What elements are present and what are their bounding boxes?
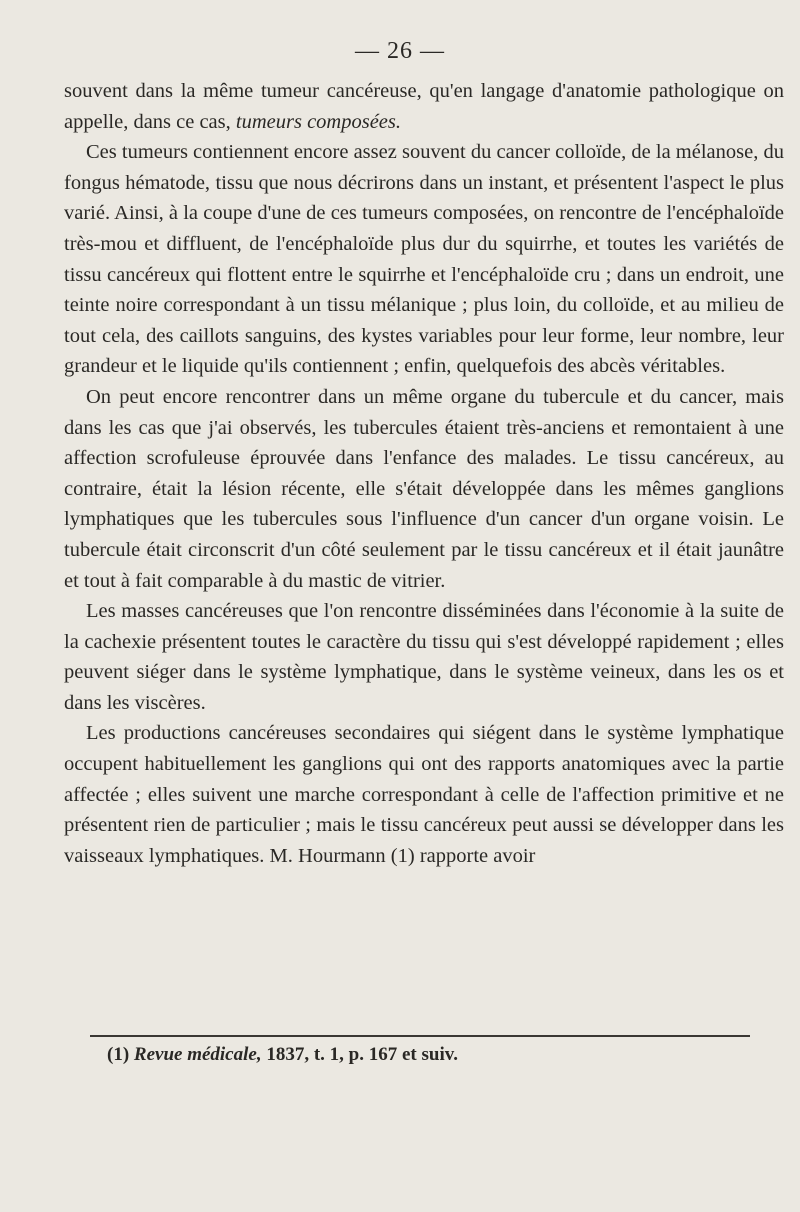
paragraph-2: Ces tumeurs contiennent encore assez souvent du cancer colloïde, de la mélanose, du fongus hématode, tissu que nous décrirons dans un instant, et présentent l'aspect le plus varié. Ainsi, à la coupe d'une de ces tumeurs composées, on rencontre de l'encéphaloïde très-mou et diffluent, de l'encéphaloïde plus dur du squirrhe, et toutes les variétés de tissu cancéreux qui flottent entre le squirrhe et l'encéphaloïde cru ; dans un endroit, une teinte noire correspondant à un tissu mélanique ; plus loin, du colloïde, et au milieu de tout cela, des caillots sanguins, des kystes variables pour leur forme, leur nombre, leur grandeur et le liquide qu'ils contiennent ; enfin, quelquefois des abcès véritables. <box>64 141 784 378</box>
page-number: — 26 — <box>355 38 445 64</box>
body-text <box>64 76 784 871</box>
paragraph-4: Les masses cancéreuses que l'on rencontre disséminées dans l'économie à la suite de la cachexie présentent toutes le caractère du tissu qui s'est développé rapidement ; elles peuvent siéger dans le système lymphatique, dans le système veineux, dans les os et dans les viscères. <box>64 600 784 714</box>
paragraph-1 <box>64 76 784 137</box>
footnote-journal: Revue médicale, <box>133 1044 262 1065</box>
paragraph-5: Les productions cancéreuses secondaires qui siégent dans le système lymphatique occupent habituellement les ganglions qui ont des rapports anatomiques avec la partie affectée ; elles suivent une marche correspondant à celle de l'affection primitive et ne présentent rien de particulier ; mais le tissu cancéreux peut aussi se développer dans les vaisseaux lymphatiques. M. Hourmann (1) rapporte avoir <box>64 722 784 867</box>
footnote-reference: 1837, t. 1, p. 167 et suiv. <box>266 1044 458 1065</box>
footnote-divider <box>90 1035 750 1037</box>
paragraph-3: On peut encore rencontrer dans un même organe du tubercule et du cancer, mais dans les cas que j'ai observés, les tubercules étaient très-anciens et remontaient à une affection scrofuleuse éprouvée dans l'enfance des malades. Le tissu cancéreux, au contraire, était la lésion récente, elle s'était développée dans les mêmes ganglions lymphatiques que les tubercules sous l'influence d'un cancer d'un organe voisin. Le tubercule était circonscrit d'un côté seulement par le tissu cancéreux et il était jaunâtre et tout à fait comparable à du mastic de vitrier. <box>64 385 784 592</box>
paragraph-text: souvent dans la même tumeur cancéreuse, qu'en langage d'anatomie pathologique on appelle, dans ce cas, <box>64 80 784 133</box>
footnote <box>107 1044 458 1066</box>
paragraph-italic-term: tumeurs composées. <box>235 110 402 133</box>
footnote-marker: (1) <box>107 1044 130 1065</box>
